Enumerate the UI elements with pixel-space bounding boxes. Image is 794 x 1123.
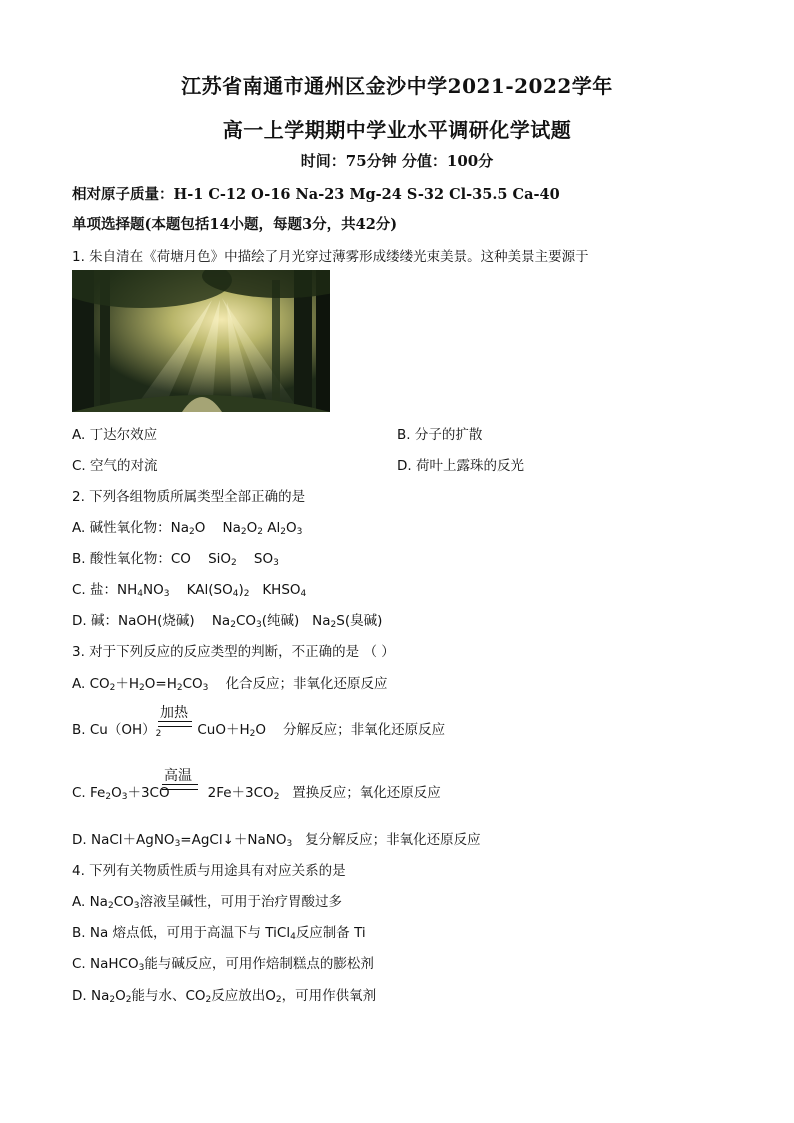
q2-stem: 2. 下列各组物质所属类型全部正确的是	[72, 489, 306, 505]
q1-option-a: A. 丁达尔效应	[72, 427, 158, 443]
exam-title-line2: 高一上学期期中学业水平调研化学试题	[222, 118, 572, 142]
section-heading: 单项选择题(本题包括14小题，每题3分，共42分)	[72, 216, 398, 233]
q3-option-b-type: 分解反应；非氧化还原反应	[283, 722, 446, 738]
q3-option-c: C. $Fe_2O_3+3CO$ $2Fe+3CO_2$ 置换反应；氧化还原反应	[72, 785, 441, 802]
q2-option-d-label: D. 碱：	[72, 613, 118, 629]
q4-option-d-tail: ，可用作供氧剂	[281, 988, 377, 1004]
q4-option-b-tail: 反应制备 Ti	[295, 925, 366, 941]
q4-option-d-text: 能与水、	[131, 988, 186, 1004]
q1-stem: 1. 朱自清在《荷塘月色》中描绘了月光穿过薄雾形成缕缕光束美景。这种美景主要源于	[72, 249, 589, 265]
q2-option-a-label: A. 碱性氧化物：	[72, 520, 171, 536]
q3-stem: 3. 对于下列反应的反应类型的判断，不正确的是 （ ）	[72, 644, 395, 660]
q4-option-a: A. $Na_2CO_3$溶液呈碱性，可用于治疗胃酸过多	[72, 894, 342, 911]
q3-c-condition: 高温	[164, 768, 192, 784]
q4-option-c: C. NaHCO$_3$能与碱反应，可用作焙制糕点的膨松剂	[72, 956, 374, 973]
q2-option-d: D. 碱：NaOH(烧碱) $Na_2CO_3$(纯碱) $Na_2S$(臭碱)	[72, 613, 383, 630]
q4-option-d-mid: 反应放出	[211, 988, 266, 1004]
atomic-mass-line: 相对原子质量：H-1 C-12 O-16 Na-23 Mg-24 S-32 Cl-35.5 Ca-40	[72, 186, 560, 203]
q2-option-a: A. 碱性氧化物：$Na_2O$ $Na_2O_2$ $Al_2O_3$	[72, 520, 303, 537]
q4-option-b: B. Na 熔点低，可用于高温下与 TiCl$_4$反应制备 Ti	[72, 925, 366, 942]
q1-option-b: B. 分子的扩散	[397, 427, 483, 443]
q3-option-b: B. $Cu(OH)_2$ $CuO+H_2O$ 分解反应；非氧化还原反应	[72, 722, 446, 739]
q2-option-c: C. 盐：$NH_4NO_3$ $KAl(SO_4)_2$ $KHSO_4$	[72, 582, 307, 599]
q2-option-b: B. 酸性氧化物：CO SiO$_2$ $SO_3$	[72, 551, 279, 568]
time-score-line: 时间：75分钟 分值：100分	[300, 152, 494, 170]
q4-option-b-text: 熔点低，可用于高温下与	[112, 925, 262, 941]
q3-b-condition: 加热	[160, 705, 188, 721]
q2-option-b-label: B. 酸性氧化物：	[72, 551, 171, 567]
q4-option-d: D. $Na_2O_2$能与水、$CO_2$反应放出$O_2$，可用作供氧剂	[72, 988, 377, 1005]
forest-photo	[72, 270, 330, 412]
q1-option-d: D. 荷叶上露珠的反光	[397, 458, 524, 474]
exam-title-line1: 江苏省南通市通州区金沙中学2021-2022学年	[181, 74, 613, 98]
q3-option-c-type: 置换反应；氧化还原反应	[292, 785, 441, 801]
q3-option-a: A. $CO_2+H_2O=H_2CO_3$ 化合反应；非氧化还原反应	[72, 676, 388, 693]
q4-option-a-text: 溶液呈碱性，可用于治疗胃酸过多	[139, 894, 342, 910]
q2-option-c-label: C. 盐：	[72, 582, 118, 598]
q3-option-a-type: 化合反应；非氧化还原反应	[225, 676, 388, 692]
q4-option-c-text: 能与碱反应，可用作焙制糕点的膨松剂	[144, 956, 374, 972]
q3-option-d: D. NaCl＋AgNO$_3$=AgCl↓＋NaNO$_3$ 复分解反应；非氧化还原反应	[72, 832, 481, 849]
q1-option-c: C. 空气的对流	[72, 458, 158, 474]
q3-option-d-type: 复分解反应；非氧化还原反应	[305, 832, 481, 848]
q4-stem: 4. 下列有关物质性质与用途具有对应关系的是	[72, 863, 346, 879]
